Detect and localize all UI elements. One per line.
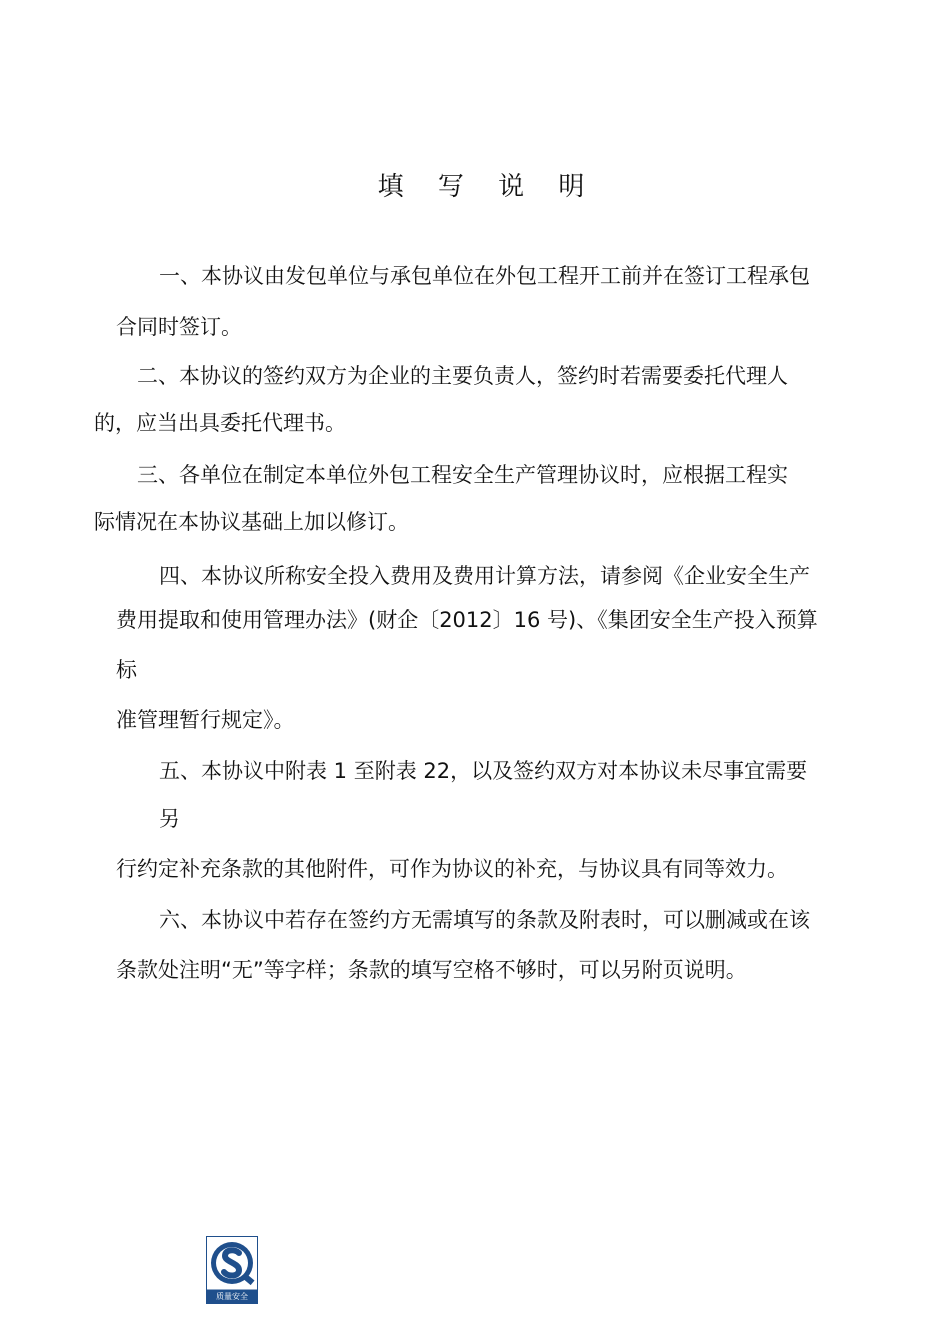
text-line: 准管理暂行规定》。 <box>116 708 295 732</box>
text-line: 六、本协议中若存在签约方无需填写的条款及附表时，可以删减或在该 <box>159 908 810 932</box>
text-line: 标 <box>116 658 137 682</box>
text-line: 另 <box>159 807 180 831</box>
text-line: 费用提取和使用管理办法》(财企〔2012〕16 号)、《集团安全生产投入预算 <box>116 608 818 632</box>
text-line: 的，应当出具委托代理书。 <box>94 411 346 435</box>
text-line: 一、本协议由发包单位与承包单位在外包工程开工前并在签订工程承包 <box>159 264 810 288</box>
text-line: 条款处注明“无”等字样；条款的填写空格不够时，可以另附页说明。 <box>116 958 747 982</box>
text-line: 合同时签订。 <box>116 315 242 339</box>
text-line: 二、本协议的签约双方为企业的主要负责人，签约时若需要委托代理人 <box>137 364 788 388</box>
text-line: 行约定补充条款的其他附件，可作为协议的补充，与协议具有同等效力。 <box>116 857 788 881</box>
text-line: 际情况在本协议基础上加以修订。 <box>94 510 409 534</box>
page-title: 填 写 说 明 <box>377 172 598 202</box>
logo-caption: 质量安全 <box>216 1292 248 1301</box>
text-line: 四、本协议所称安全投入费用及费用计算方法，请参阅《企业安全生产 <box>159 564 810 588</box>
text-line: 三、各单位在制定本单位外包工程安全生产管理协议时，应根据工程实 <box>137 463 788 487</box>
quality-safety-logo <box>206 1236 258 1304</box>
text-line: 五、本协议中附表 1 至附表 22，以及签约双方对本协议未尽事宜需要 <box>159 759 808 783</box>
